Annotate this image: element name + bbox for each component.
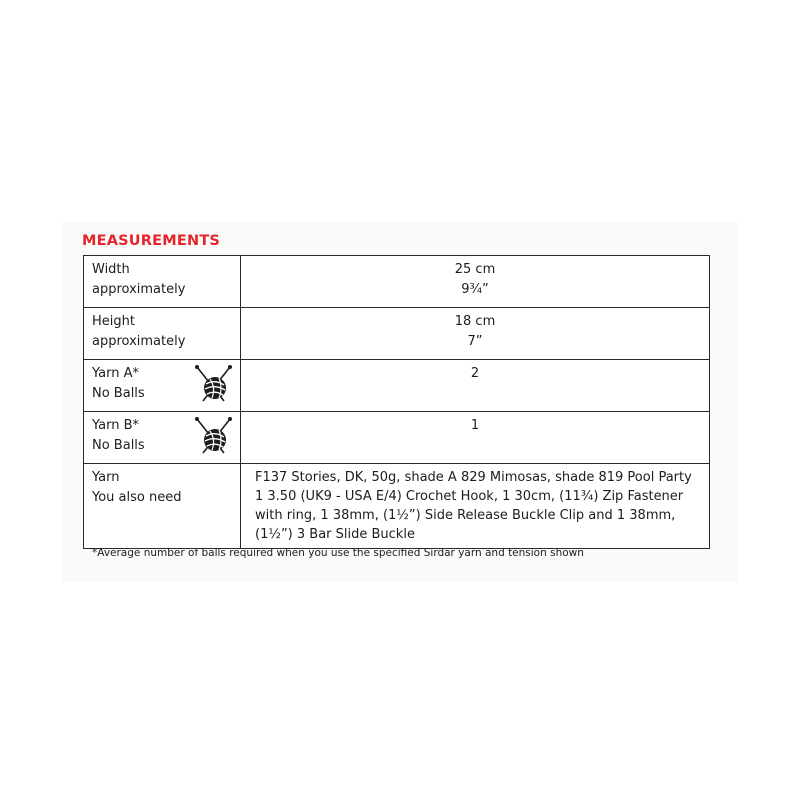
label-line: You also need: [92, 490, 182, 505]
value-line: 2: [470, 366, 480, 381]
label-line: Height: [92, 314, 135, 329]
row-label: [84, 360, 241, 412]
value-line: 7”: [467, 334, 483, 349]
table-row-width: [84, 256, 710, 308]
table-row-yarn: [84, 464, 710, 549]
table-row-yarn-a: [84, 360, 710, 412]
footnote: *Average number of balls required when you use the specified Sirdar yarn and tension shown: [92, 547, 584, 559]
table-row-height: [84, 308, 710, 360]
row-label: [84, 308, 241, 360]
row-value: [241, 360, 710, 412]
label-line: Yarn A*: [92, 366, 139, 381]
row-label: [84, 464, 241, 549]
section-heading: MEASUREMENTS: [82, 233, 221, 249]
measurements-table: [83, 255, 710, 549]
label-line: approximately: [92, 282, 186, 297]
row-value: [241, 308, 710, 360]
row-details: [241, 464, 710, 549]
yarn-ball-needles-icon: [194, 363, 234, 405]
details-line: F137 Stories, DK, 50g, shade A 829 Mimosas, shade 819 Pool Party: [255, 470, 692, 485]
label-line: No Balls: [92, 438, 145, 453]
row-value: [241, 412, 710, 464]
yarn-ball-needles-icon: [194, 415, 234, 457]
details-line: 1 3.50 (UK9 - USA E/4) Crochet Hook, 1 30cm, (11¾) Zip Fastener: [255, 489, 684, 504]
row-value: [241, 256, 710, 308]
value-line: 25 cm: [454, 262, 496, 277]
row-label: [84, 412, 241, 464]
value-line: 1: [470, 418, 480, 433]
label-line: Width: [92, 262, 130, 277]
details-line: (1½”) 3 Bar Slide Buckle: [255, 527, 415, 542]
value-line: 9¾”: [461, 282, 489, 297]
label-line: Yarn: [92, 470, 120, 485]
row-label: [84, 256, 241, 308]
details-line: with ring, 1 38mm, (1½”) Side Release Buckle Clip and 1 38mm,: [255, 508, 676, 523]
value-line: 18 cm: [454, 314, 496, 329]
label-line: approximately: [92, 334, 186, 349]
label-line: Yarn B*: [92, 418, 140, 433]
label-line: No Balls: [92, 386, 145, 401]
table-row-yarn-b: [84, 412, 710, 464]
